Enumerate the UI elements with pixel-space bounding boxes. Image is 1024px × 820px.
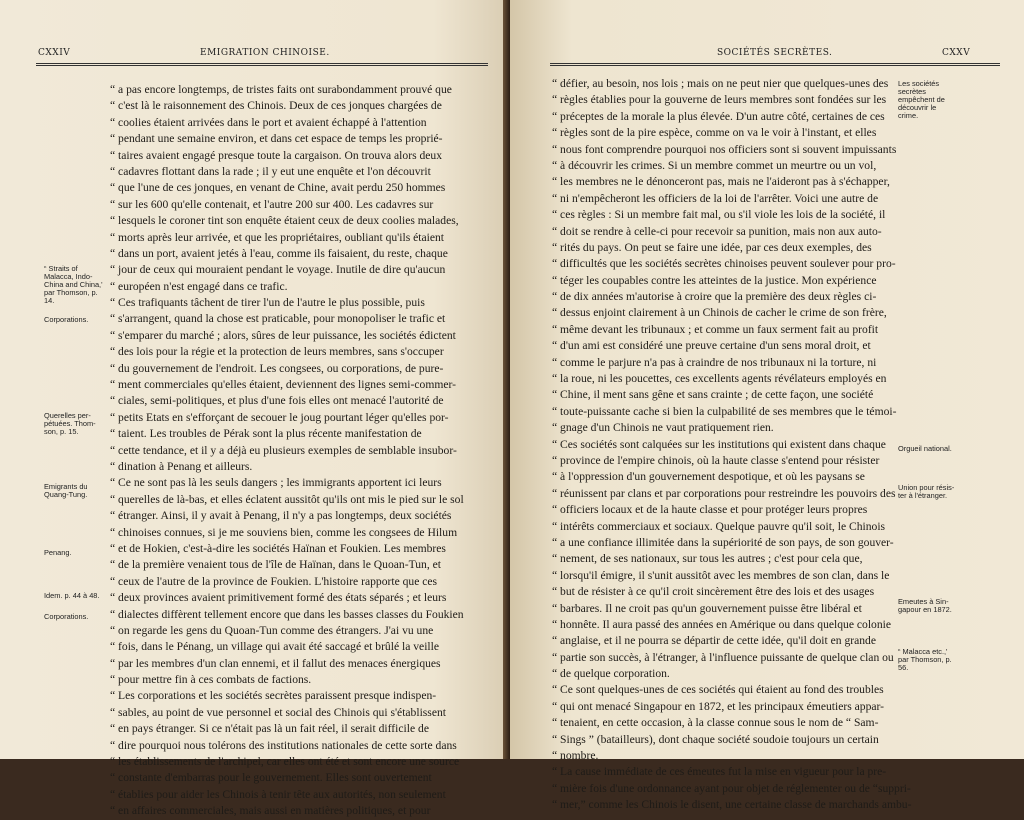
text-line: “ en pays étranger. Si ce n'était pas là un fait réel, il serait difficile de	[110, 722, 429, 736]
text-line: “ s'arrangent, quand la chose est praticable, pour monopoliser le trafic et	[110, 312, 446, 326]
margin-note-line: 14.	[44, 296, 55, 305]
text-line: “ Les corporations et les sociétés secrètes paraissent presque indispen-	[110, 689, 437, 703]
text-line: “ européen n'est engagé dans ce trafic.	[110, 279, 288, 293]
text-line: “ établies pour aider les Chinois à tenir tête aux autorités, non seulement	[110, 787, 446, 801]
margin-note-line: “ Malacca etc.,'	[898, 647, 948, 656]
text-line: “ à l'oppression d'un gouvernement despotique, et où les paysans se	[552, 470, 865, 484]
text-line: “ morts après leur arrivée, et que les propriétaires, oubliant qu'ils étaient	[110, 230, 444, 244]
margin-note	[44, 613, 88, 621]
text-line: “ ces règles : Si un membre fait mal, ou s'il viole les lois de la société, il	[552, 208, 886, 222]
text-line: “ doit se rendre à celle-ci pour recevoir sa punition, mais non aux auto-	[552, 224, 882, 238]
text-line: “ a une confiance illimitée dans la supériorité de son pays, de son gouver-	[552, 535, 894, 549]
right-page-number: CXXV	[942, 48, 971, 58]
text-line: “ gnage d'un Chinois ne vaut pratiquement rien.	[552, 421, 774, 435]
margin-note-line: Emeutes à Sin-	[898, 597, 949, 606]
text-line: “ comme le parjure n'a pas à craindre de nos tribunaux ni la torture, ni	[552, 355, 877, 369]
margin-note-line: découvrir le	[898, 103, 937, 112]
text-line: “ La cause immédiate de ces émeutes fut la mise en vigueur pour la pre-	[552, 765, 887, 779]
text-line: “ but de résister à ce qu'il croit sincèrement être des lois et des usages	[552, 585, 875, 599]
text-line: “ Ces trafiquants tâchent de tirer l'un de l'autre le plus possible, puis	[110, 296, 425, 310]
text-line: “ étranger. Ainsi, il y avait à Penang, il n'y a pas longtemps, deux sociétés	[110, 509, 452, 523]
margin-note-line: Corporations.	[44, 315, 89, 324]
text-line: “ anglaise, et il ne pourra se départir de cette idée, qu'il doit en grande	[552, 634, 877, 648]
margin-note-line: empêchent de	[898, 95, 945, 104]
text-line: “ Ces sociétés sont calquées sur les institutions qui existent dans chaque	[552, 437, 886, 451]
margin-note-line: par Thomson, p.	[898, 655, 952, 664]
text-line: “ taires avaient engagé presque toute la cargaison. On trouva alors deux	[110, 148, 443, 162]
margin-note-line: Malacca, Indo-	[44, 272, 93, 281]
text-line: “ préceptes de la morale la plus élevée. D'un autre côté, certaines de ces	[552, 109, 885, 123]
text-line: “ les membres ne le dénonceront pas, mais ne l'aideront pas à s'échapper,	[552, 175, 890, 189]
text-line: “ et de Hokien, c'est-à-dire les sociétés Haïnan et Foukien. Les membres	[110, 541, 446, 555]
text-line: “ s'emparer du marché ; alors, sûres de leur puissance, les sociétés édictent	[110, 328, 456, 342]
text-line: “ lorsqu'il émigre, il s'unit aussitôt avec les membres de son clan, dans le	[552, 568, 890, 582]
text-line: “ coolies étaient arrivées dans le port et avaient échappé à l'attention	[110, 115, 427, 129]
text-line: “ règles sont de la pire espèce, comme on va le voir à l'instant, et elles	[552, 126, 877, 140]
text-line: “ chinoises connues, si je me souviens bien, comme les congsees de Hilum	[110, 525, 458, 539]
text-line: “ mer,” comme les Chinois le disent, une certaine classe de marchands ambu-	[552, 798, 912, 812]
text-line: “ dialectes diffèrent tellement encore que dans les basses classes du Foukien	[110, 607, 464, 621]
text-line: “ même devant les tribunaux ; et comme un faux serment fait au profit	[552, 322, 879, 336]
margin-note	[44, 592, 99, 600]
text-line: “ dessus enjoint clairement à un Chinois de cacher le crime de son frère,	[552, 306, 887, 320]
text-line: “ toute-puissante cache si bien la culpabilité de ses membres que le témoi-	[552, 404, 897, 418]
text-line: “ Ce ne sont pas là les seuls dangers ; les immigrants apportent ici leurs	[110, 476, 442, 490]
text-line: “ taient. Les troubles de Pérak sont la plus récente manifestation de	[110, 427, 422, 441]
text-line: “ téger les coupables contre les atteintes de la justice. Mon expérience	[552, 273, 877, 287]
text-line: “ a pas encore longtemps, de tristes faits ont surabondamment prouvé que	[110, 83, 452, 96]
margin-note-line: Union pour résis-	[898, 483, 955, 492]
margin-note-line: 56.	[898, 663, 909, 672]
text-line: “ nous font comprendre pourquoi nos officiers sont si souvent impuissants	[552, 142, 897, 156]
text-line: “ c'est là le raisonnement des Chinois. Deux de ces jonques chargées de	[110, 99, 442, 113]
margin-note-line: Corporations.	[44, 612, 89, 621]
margin-note-line: secrètes	[898, 87, 926, 96]
margin-note-line: son, p. 15.	[44, 427, 79, 436]
margin-note-line: Penang.	[44, 548, 72, 557]
text-line: “ mière fois d'une ordonnance ayant pour objet de réglementer ou de “suppri-	[552, 781, 911, 795]
margin-note-line: Orgueil national.	[898, 444, 952, 453]
text-line: “ ment commerciales qu'elles étaient, deviennent des lignes semi-commer-	[110, 378, 457, 392]
margin-note-line: ter à l'étranger.	[898, 491, 948, 500]
text-line: “ lesquels le coroner tint son enquête étaient ceux de deux coolies malades,	[110, 214, 459, 228]
text-line: “ dans un port, avaient jetés à l'eau, comme ils faisaient, du reste, chaque	[110, 246, 448, 260]
left-body-text	[110, 82, 464, 820]
text-line: “ règles établies pour la gouverne de leurs membres sont fondées sur les	[552, 93, 887, 107]
margin-note	[44, 316, 88, 324]
text-line: “ province de l'empire chinois, où la haute classe s'entend pour résister	[552, 453, 880, 467]
text-line: “ on regarde les gens du Quoan-Tun comme des étrangers. J'ai vu une	[110, 623, 434, 637]
text-line: “ sur les 600 qu'elle contenait, et l'autre 200 sur 400. Les cadavres sur	[110, 197, 434, 211]
text-line: “ défier, au besoin, nos lois ; mais on ne peut nier que quelques-unes des	[552, 77, 889, 90]
text-line: “ cadavres flottant dans la rade ; il y eut une enquête et l'on découvrit	[110, 164, 431, 178]
text-line: “ querelles de là-bas, et elles éclatent aussitôt qu'ils ont mis le pied sur le sol	[110, 492, 464, 506]
text-line: “ partie son succès, à l'étranger, à l'influence puissante de quelque clan ou	[552, 650, 894, 664]
text-line: “ petits Etats en s'efforçant de secouer le joug pourtant léger qu'elles por-	[110, 410, 449, 424]
text-line: “ fois, dans le Pénang, un village qui avait été saccagé et brûlé la veille	[110, 640, 440, 654]
margin-note	[898, 80, 945, 120]
right-header-rule	[550, 63, 1000, 66]
left-page	[0, 0, 510, 818]
text-line: “ en affaires commerciales, mais aussi en matières politiques, et pour	[110, 804, 431, 818]
text-line: “ dination à Penang et ailleurs.	[110, 459, 253, 473]
text-line: “ difficultés que les sociétés secrètes chinoises peuvent soulever pour pro-	[552, 257, 896, 271]
left-header-rule	[36, 63, 488, 66]
margin-note-line: par Thomson, p.	[44, 288, 98, 297]
text-line: “ pour mettre fin à ces combats de factions.	[110, 673, 312, 687]
text-line: “ réunissent par clans et par corporations pour restreindre les pouvoirs des	[552, 486, 896, 500]
text-line: “ d'un ami est considéré une preuve certaine d'un sens moral droit, et	[552, 339, 871, 353]
text-line: “ barbares. Il ne croit pas qu'un gouvernement puisse être libéral et	[552, 601, 862, 615]
left-page-number: CXXIV	[38, 48, 71, 58]
margin-note-line: Idem. p. 44 à 48.	[44, 591, 100, 600]
text-line: “ Ce sont quelques-unes de ces sociétés qui étaient au fond des troubles	[552, 683, 884, 697]
text-line: “ que l'une de ces jonques, en venant de Chine, avait perdu 250 hommes	[110, 181, 446, 195]
text-line: “ par les membres d'un clan ennemi, et il fallut des menaces énergiques	[110, 656, 441, 670]
text-line: “ ni n'empêcheront les officiers de la loi de l'arrêter. Voici une autre de	[552, 191, 879, 205]
margin-note-line: crime.	[898, 111, 919, 120]
text-line: “ du gouvernement de l'endroit. Les congsees, ou corporations, de pure-	[110, 361, 444, 375]
margin-note	[44, 412, 96, 436]
margin-note	[44, 483, 88, 499]
margin-note-line: Quang-Tung.	[44, 490, 88, 499]
margin-note-line: gapour en 1872.	[898, 605, 952, 614]
text-line: “ nement, de ses nationaux, sur tous les autres ; c'est pour cela que,	[552, 552, 863, 566]
text-line: “ Sings ” (batailleurs), dont chaque société soudoie toujours un certain	[552, 732, 879, 746]
text-line: “ la roue, ni les poucettes, ces excellents agents révélateurs employés en	[552, 372, 887, 386]
text-line: “ à découvrir les crimes. Si un membre commet un meurtre ou un vol,	[552, 158, 877, 172]
text-line: “ tenaient, en cette occasion, à la classe connue sous le nom de “ Sam-	[552, 716, 879, 730]
text-line: “ de dix années m'autorise à croire que la première des deux règles ci-	[552, 290, 877, 304]
text-line: “ honnête. Il aura passé des années en Amérique ou dans quelque colonie	[552, 617, 891, 631]
margin-note-line: “ Straits of	[44, 264, 78, 273]
margin-note	[44, 265, 103, 305]
right-body-text	[552, 76, 911, 814]
right-page	[510, 0, 1024, 812]
right-running-head: SOCIÉTÉS SECRÈTES.	[717, 48, 833, 58]
margin-note-line: pétuées. Thom-	[44, 419, 96, 428]
text-line: “ de quelque corporation.	[552, 667, 670, 681]
text-line: “ Chine, il ment sans gêne et sans crainte ; de cette façon, une société	[552, 388, 874, 402]
margin-note-line: China and China,'	[44, 280, 103, 289]
text-line: “ les établissements de l'archipel, car elles ont été et sont encore une source	[110, 755, 460, 769]
text-line: “ des lois pour la régie et la protection de leurs membres, sans s'occuper	[110, 345, 444, 359]
margin-note-line: Les sociétés	[898, 79, 940, 88]
text-line: “ deux provinces avaient primitivement formé des états séparés ; et leurs	[110, 591, 447, 605]
text-line: “ qui ont menacé Singapour en 1872, et les principaux émeutiers appar-	[552, 699, 885, 713]
margin-note	[898, 648, 952, 672]
text-line: “ pendant une semaine environ, et dans cet espace de temps les proprié-	[110, 132, 443, 146]
margin-note-line: Emigrants du	[44, 482, 88, 491]
left-running-head: EMIGRATION CHINOISE.	[200, 48, 330, 58]
text-line: “ ciales, semi-politiques, et plus d'une fois elles ont menacé l'autorité de	[110, 394, 444, 408]
text-line: “ de la première venaient tous de l'île de Haïnan, dans le Quoan-Tun, et	[110, 558, 442, 572]
text-line: “ intérêts commerciaux et sociaux. Quelque pauvre qu'il soit, le Chinois	[552, 519, 886, 533]
margin-note	[898, 445, 952, 453]
text-line: “ dire pourquoi nous tolérons des institutions nationales de cette sorte dans	[110, 738, 457, 752]
text-line: “ officiers locaux et de la haute classe et pour protéger leurs propres	[552, 503, 868, 517]
margin-note-line: Querelles per-	[44, 411, 91, 420]
margin-note	[44, 549, 72, 557]
text-line: “ constante d'embarras pour le gouvernement. Elles sont ouvertement	[110, 771, 432, 785]
text-line: “ cette tendance, et il y a déjà eu plusieurs exemples de semblable insubor-	[110, 443, 457, 457]
text-line: “ rités du pays. On peut se faire une idée, par ces deux exemples, des	[552, 240, 872, 254]
margin-note	[898, 598, 952, 614]
text-line: “ nombre.	[552, 749, 599, 763]
text-line: “ sables, au point de vue personnel et social des Chinois qui s'établissent	[110, 705, 446, 719]
margin-note	[898, 484, 954, 500]
text-line: “ ceux de l'autre de la province de Foukien. L'histoire rapporte que ces	[110, 574, 438, 588]
text-line: “ jour de ceux qui mouraient pendant le voyage. Inutile de dire qu'aucun	[110, 263, 446, 277]
